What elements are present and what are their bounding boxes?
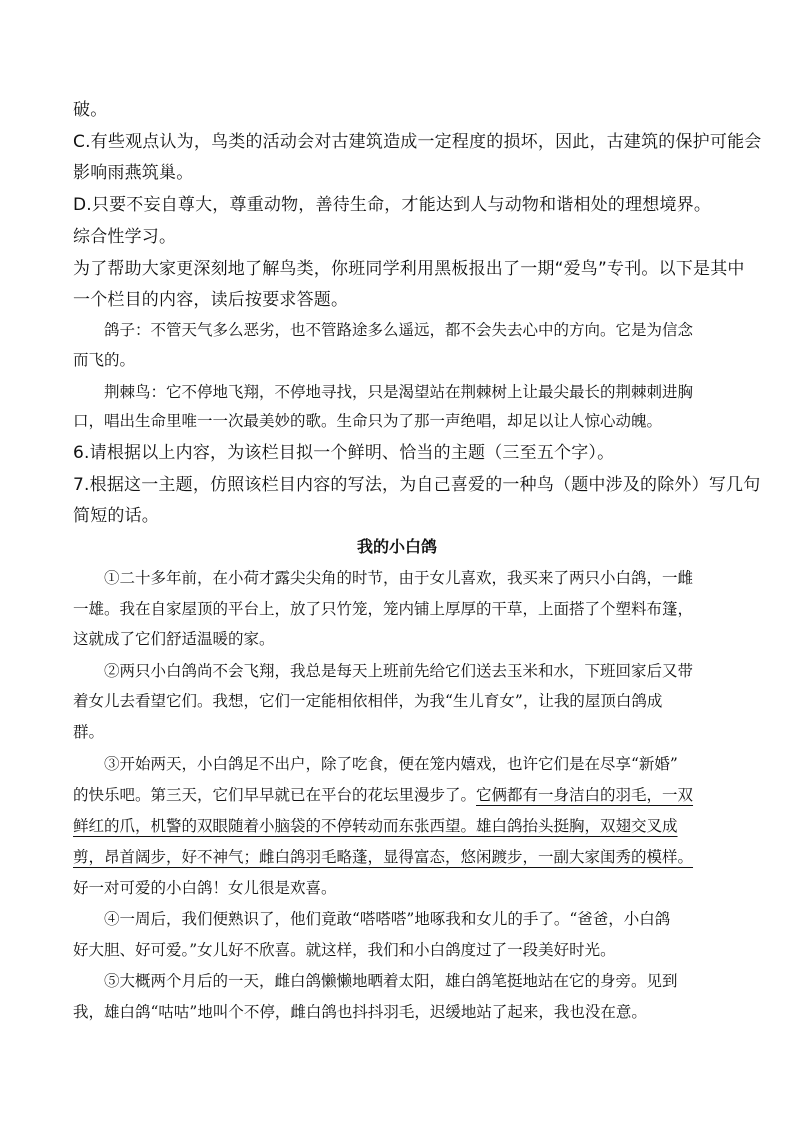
paragraph-2-line2: 着女儿去看望它们。我想，它们一定能相依相伴，为我“生儿育女”，让我的屋顶白鸽成 bbox=[73, 692, 663, 710]
thornbird-line1: 荆棘鸟：它不停地飞翔，不停地寻找，只是渴望站在荆棘树上让最尖最长的荆棘刺进胸 bbox=[104, 383, 694, 401]
question-7-line2: 简短的话。 bbox=[73, 506, 159, 526]
option-c-line2: 影响雨燕筑巢。 bbox=[73, 163, 194, 183]
paragraph-5-line1: ⑤大概两个月后的一天，雌白鸽懒懒地晒着太阳，雄白鸽笔挺地站在它的身旁。见到 bbox=[104, 972, 678, 990]
thornbird-line2: 口，唱出生命里唯一一次最美妙的歌。生命只为了那一声绝唱，却足以让人惊心动魄。 bbox=[73, 412, 663, 430]
paragraph-3-line1: ③开始两天，小白鸽足不出户，除了吃食，便在笼内嬉戏，也许它们是在尽享“新婚” bbox=[104, 755, 678, 773]
paragraph-3-plain-text: 的快乐吧。第三天，它们早早就已在平台的花坛里漫步了。 bbox=[73, 786, 477, 804]
paragraph-3-line2 bbox=[73, 783, 693, 805]
dove-line1: 鸽子：不管天气多么恶劣，也不管路途多么遥远，都不会失去心中的方向。它是为信念 bbox=[104, 321, 694, 339]
paragraph-1-line1: ①二十多年前，在小荷才露尖尖角的时节，由于女儿喜欢，我买来了两只小白鸽，一雌 bbox=[104, 569, 694, 587]
article-title: 我的小白鸽 bbox=[356, 537, 437, 556]
question-6: 6.请根据以上内容，为该栏目拟一个鲜明、恰当的主题（三至五个字）。 bbox=[73, 443, 615, 463]
paragraph-2-line1: ②两只小白鸽尚不会飞翔，我总是每天上班前先给它们送去玉米和水，下班回家后又带 bbox=[104, 662, 694, 680]
underlined-sentence-part2: 鲜红的爪，机警的双眼随着小脑袋的不停转动而东张西望。雄白鸽抬头挺胸，双翅交叉成 bbox=[73, 817, 678, 835]
underlined-sentence-part3: 剪，昂首阔步，好不神气；雌白鸽羽毛略蓬，显得富态，悠闲踱步，一副大家闺秀的模样。 bbox=[73, 848, 694, 866]
paragraph-4-line2: 好大胆、好可爱。”女儿好不欣喜。就这样，我们和小白鸽度过了一段美好时光。 bbox=[73, 941, 616, 959]
dove-line2: 而飞的。 bbox=[73, 351, 136, 369]
option-d: D.只要不妄自尊大，尊重动物，善待生命，才能达到人与动物和谐相处的理想境界。 bbox=[73, 195, 712, 215]
intro-line2: 一个栏目的内容，读后按要求答题。 bbox=[73, 290, 349, 310]
paragraph-5-line2: 我，雄白鸽“咕咕”地叫个不停，雌白鸽也抖抖羽毛，迟缓地站了起来，我也没在意。 bbox=[73, 1003, 647, 1021]
paragraph-2-line3: 群。 bbox=[73, 723, 105, 741]
question-7-line1: 7.根据这一主题，仿照该栏目内容的写法，为自己喜爱的一种鸟（题中涉及的除外）写几句 bbox=[73, 475, 761, 495]
paragraph-4-line1: ④一周后，我们便熟识了，他们竟敢“嗒嗒嗒”地啄我和女儿的手了。“爸爸，小白鸽 bbox=[104, 910, 671, 928]
underlined-sentence-part1: 它俩都有一身洁白的羽毛，一双 bbox=[476, 786, 694, 804]
paragraph-1-line3: 这就成了它们舒适温暖的家。 bbox=[73, 630, 275, 648]
paragraph-3-line5: 好一对可爱的小白鸽！女儿很是欢喜。 bbox=[73, 879, 337, 897]
option-c-line1: C.有些观点认为，鸟类的活动会对古建筑造成一定程度的损坏，因此，古建筑的保护可能会 bbox=[73, 132, 762, 152]
paragraph-1-line2: 一雄。我在自家屋顶的平台上，放了只竹笼，笼内铺上厚厚的干草，上面搭了个塑料布篷， bbox=[73, 600, 694, 618]
section-heading: 综合性学习。 bbox=[73, 227, 177, 247]
continued-text: 破。 bbox=[73, 100, 108, 120]
intro-line1: 为了帮助大家更深刻地了解鸟类，你班同学利用黑板报出了一期“爱鸟”专刊。以下是其中 bbox=[73, 259, 745, 279]
